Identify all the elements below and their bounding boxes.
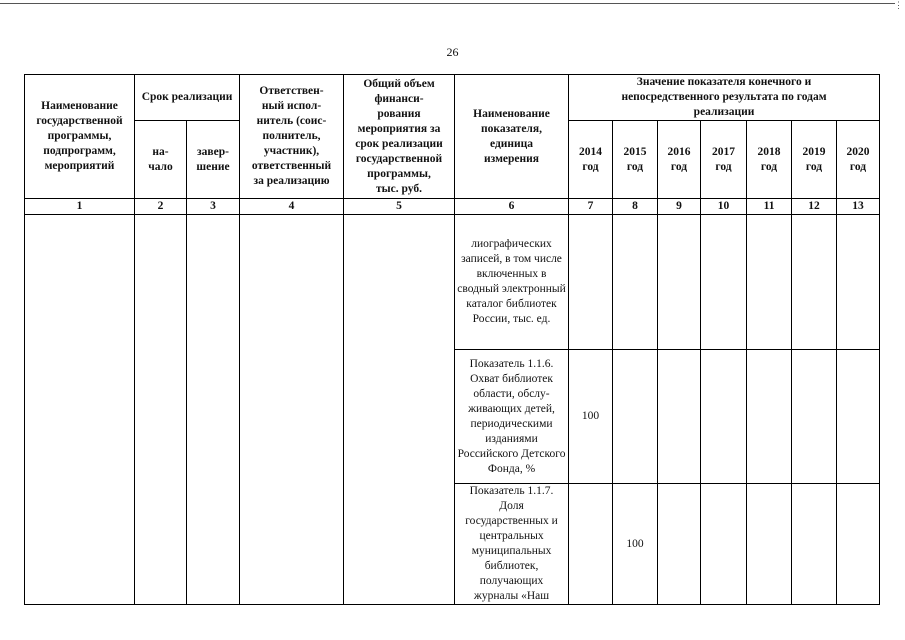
header-srok: Срок реализации [135, 75, 240, 121]
column-number: 1 [25, 199, 135, 215]
column-number: 12 [792, 199, 837, 215]
value-2015: 100 [613, 484, 658, 605]
indicator-name: лиографических записей, в том числе включенных в сводный электронный каталог библиотек России, тыс. ед. [455, 215, 569, 350]
value-2019 [792, 484, 837, 605]
header-pokazatel: Наименование показателя, единица измерения [455, 75, 569, 199]
indicator-name: Показатель 1.1.6. Охват библиотек области, обслу-живающих детей, периодическими изданиями Российского Детского Фонда, % [455, 350, 569, 484]
column-number: 6 [455, 199, 569, 215]
value-2020 [837, 350, 880, 484]
header-year-2016: 2016 год [658, 121, 701, 199]
header-year-2018: 2018 год [747, 121, 792, 199]
header-obem-finansirovaniya: Общий объем финанси- рования мероприятия за срок реализации государственной программы, тыс. руб. [344, 75, 455, 199]
value-2020 [837, 484, 880, 605]
value-2017 [701, 484, 747, 605]
corner-mark: ⋮ [894, 0, 903, 10]
column-number: 7 [569, 199, 613, 215]
header-znachenie: Значение показателя конечного и непосредственного результата по годам реализации [569, 75, 880, 121]
column-number: 2 [135, 199, 187, 215]
value-2016 [658, 350, 701, 484]
header-zavershenie: завер- шение [187, 121, 240, 199]
otvetstvenny-cell [240, 215, 344, 605]
page-number: 26 [446, 45, 459, 59]
header-year-2017: 2017 год [701, 121, 747, 199]
value-2018 [747, 215, 792, 350]
indicator-name: Показатель 1.1.7. Доля государственных и центральных муниципальных библиотек, получающих журналы «Наш [455, 484, 569, 605]
value-2016 [658, 215, 701, 350]
header-year-2014: 2014 год [569, 121, 613, 199]
column-number-row [25, 199, 880, 215]
column-number: 13 [837, 199, 880, 215]
zavershenie-cell [187, 215, 240, 605]
column-number: 5 [344, 199, 455, 215]
program-table [24, 74, 880, 605]
column-number: 11 [747, 199, 792, 215]
value-2019 [792, 215, 837, 350]
column-number: 4 [240, 199, 344, 215]
obem-cell [344, 215, 455, 605]
value-2016 [658, 484, 701, 605]
nachalo-cell [135, 215, 187, 605]
header-nachalo: на- чало [135, 121, 187, 199]
value-2014 [569, 215, 613, 350]
value-2018 [747, 350, 792, 484]
column-number: 3 [187, 199, 240, 215]
value-2017 [701, 215, 747, 350]
value-2020 [837, 215, 880, 350]
value-2018 [747, 484, 792, 605]
header-program-name: Наименование государственной программы, подпрограмм, мероприятий [25, 75, 135, 199]
column-number: 9 [658, 199, 701, 215]
value-2014: 100 [569, 350, 613, 484]
value-2015 [613, 215, 658, 350]
program-name-cell [25, 215, 135, 605]
header-otvetstvenny: Ответствен- ный испол- нитель (соис- полнитель, участник), ответственный за реализацию [240, 75, 344, 199]
table-row [25, 215, 880, 350]
header-year-2019: 2019 год [792, 121, 837, 199]
value-2014 [569, 484, 613, 605]
header-year-2015: 2015 год [613, 121, 658, 199]
top-rule [0, 3, 895, 4]
value-2015 [613, 350, 658, 484]
header-year-2020: 2020 год [837, 121, 880, 199]
value-2019 [792, 350, 837, 484]
column-number: 10 [701, 199, 747, 215]
column-number: 8 [613, 199, 658, 215]
value-2017 [701, 350, 747, 484]
